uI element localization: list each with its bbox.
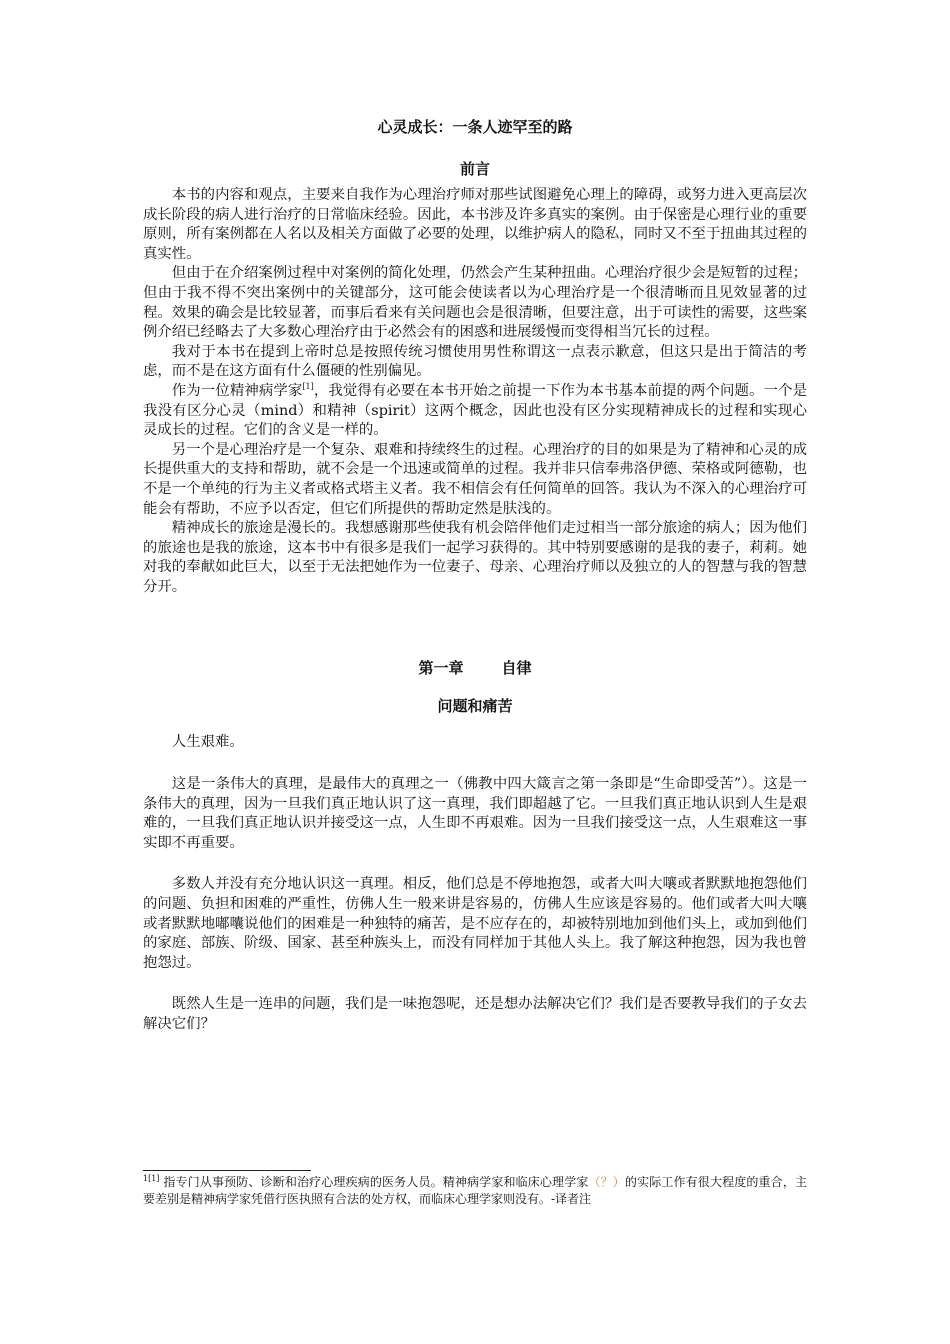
preface-title: 前言 [459, 160, 490, 178]
footnote-marker: 1[1] [143, 1174, 160, 1183]
preface-paragraph-1: 本书的内容和观点，主要来自我作为心理治疗师对那些试图避免心理上的障碍，或努力进入更高层次成长阶段的病人进行治疗的日常临床经验。因此，本书涉及许多真实的案例。由于保密是心理行业的重要原则，所有案例都在人名以及相关方面做了必要的处理，以维护病人的隐私，同时又不至于扭曲其过程的真实性。 [143, 187, 807, 262]
footnote-separator [143, 1170, 311, 1171]
footnote [143, 1174, 807, 1208]
chapter-number: 第一章 [418, 659, 464, 678]
preface-paragraph-4-end: ，我觉得有必要在本书开始之前提一下作为本书基本前提的两个问题。一个是我没有区分心灵（mind）和精神（spirit）这两个概念，因此也没有区分实现精神成长的过程和实现心灵成长的过程。它们的含义是一样的。 [143, 382, 807, 439]
chapter-name: 自律 [501, 659, 532, 678]
chapter-heading [143, 659, 807, 677]
preface-paragraph-4-start: 作为一位精神病学家 [171, 382, 303, 399]
preface-paragraph-6: 精神成长的旅途是漫长的。我想感谢那些使我有机会陪伴他们走过相当一部分旅途的病人；因为他们的旅途也是我的旅途，这本书中有很多是我们一起学习获得的。其中特别要感谢的是我的妻子，莉莉。她对我的奉献如此巨大，以至于无法把她作为一位妻子、母亲、心理治疗师以及独立的人的智慧与我的智慧分开。 [143, 520, 807, 595]
footnote-highlight: （？） [588, 1175, 625, 1189]
preface-paragraph-4 [143, 382, 807, 441]
footnote-text-end: 的实际工作有很大程度的重合，主要差别是精神病学家凭借行医执照有合法的处方权，而临床心理学家则没有。-译者注 [143, 1175, 807, 1206]
preface-paragraph-3: 我对于本书在提到上帝时总是按照传统习惯使用男性称谓这一点表示歉意，但这只是出于简洁的考虑，而不是在这方面有什么僵硬的性别偏见。 [143, 343, 807, 380]
footnote-text-start: 指专门从事预防、诊断和治疗心理疾病的医务人员。精神病学家和临床心理学家 [159, 1175, 589, 1189]
footnote-reference[interactable]: [1] [302, 382, 314, 392]
preface-paragraph-2: 但由于在介绍案例过程中对案例的简化处理，仍然会产生某种扭曲。心理治疗很少会是短暂的过程；但由于我不得不突出案例中的关键部分，这可能会使读者以为心理治疗是一个很清晰而且见效显著的过程。效果的确会是比较显著，而事后看来有关问题也会是很清晰，但要注意，出于可读性的需要，这些案例介绍已经略去了大多数心理治疗由于必然会有的困惑和进展缓慢而变得相当冗长的过程。 [143, 265, 807, 341]
chapter-paragraph-4: 既然人生是一连串的问题，我们是一味抱怨呢，还是想办法解决它们？我们是否要教导我们的子女去解决它们？ [143, 996, 807, 1032]
preface-paragraph-5: 另一个是心理治疗是一个复杂、艰难和持续终生的过程。心理治疗的目的如果是为了精神和心灵的成长提供重大的支持和帮助，就不会是一个迅速或简单的过程。我并非只信奉弗洛伊德、荣格或阿德勒，也不是一个单纯的行为主义者或格式塔主义者。我不相信会有任何简单的回答。我认为不深入的心理治疗可能会有帮助，不应予以否定，但它们所提供的帮助定然是肤浅的。 [143, 441, 807, 517]
book-title: 心灵成长：一条人迹罕至的路 [377, 118, 573, 136]
page-body [143, 118, 807, 1035]
chapter-paragraph-2: 这是一条伟大的真理，是最伟大的真理之一（佛教中四大箴言之第一条即是“生命即受苦”）。这是一条伟大的真理，因为一旦我们真正地认识了这一真理，我们即超越了它。一旦我们真正地认识到人生是艰难的，一旦我们真正地认识并接受这一点，人生即不再艰难。因为一旦我们接受这一点，人生艰难这一事实即不再重要。 [143, 776, 807, 851]
chapter-paragraph-3: 多数人并没有充分地认识这一真理。相反，他们总是不停地抱怨，或者大叫大嚷或者默默地抱怨他们的问题、负担和困难的严重性，仿佛人生一般来讲是容易的，仿佛人生应该是容易的。他们或者大叫大嚷或者默默地嘟囔说他们的困难是一种独特的痛苦，是不应存在的，却被特别地加到他们头上，或加到他们的家庭、部族、阶级、国家、甚至种族头上，而没有同样加于其他人头上。我了解这种抱怨，因为我也曾抱怨过。 [143, 876, 807, 971]
chapter-paragraph-1: 人生艰难。 [171, 734, 244, 751]
section-title: 问题和痛苦 [437, 697, 513, 716]
